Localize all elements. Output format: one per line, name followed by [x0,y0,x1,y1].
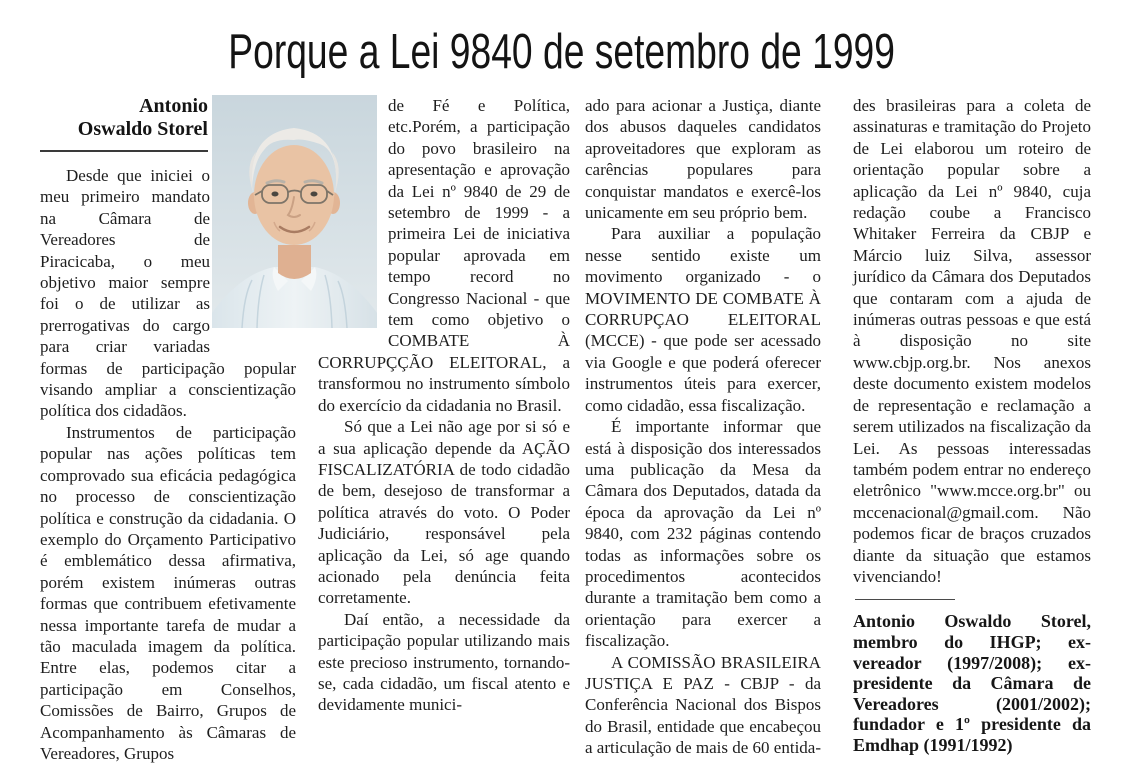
paragraph: Só que a Lei não age por si só e a sua aplicação depende da AÇÃO FISCALIZATÓRIA de todo cidadão de bem, desejoso de transformar a política através do voto. O Poder Judiciário, responsável pela aplicação da Lei, só age quando acionado pela denúncia feita corretamente. [318,417,570,608]
paragraph: Para auxiliar a população nesse sentido existe um movimento organizado - o MOVIMENTO DE COMBATE À CORRUPÇAO ELEITORAL (MCCE) - que pode ser acessado via Google e que poderá oferecer instrumentos úteis para exercer, como cidadão, essa fiscalização. [585,224,821,415]
byline-line-2: Oswaldo Storel [77,118,208,140]
byline-line-1: Antonio [139,95,208,117]
paragraph: de Fé e Política, etc.Porém, a participação do povo brasileiro na apresentação e aprovação da Lei nº 9840 de 29 de setembro de 1999 - a primeira Lei de iniciativa popular aprovada em tempo record no Congresso Nacional - que tem como objetivo o COMBATE À CORRUPÇÇÃO ELEITORAL, a transformou no instrumento símbolo do exercício da cidadania no Brasil. [318,96,570,415]
column-1 [40,95,296,764]
column-3 [585,95,821,759]
column-2 [318,95,570,716]
author-signature: Antonio Oswaldo Storel, membro do IHGP; ex-vereador (1997/2008); ex-presidente da Câmara de Vereadores (2001/2002); fundador e 1º presidente da Emdhap (1991/1992) [853,611,1091,755]
paragraph: Daí então, a necessidade da participação popular utilizando mais este precioso instrumento, tornando-se, cada cidadão, um fiscal atento e devidamente munici- [318,609,570,715]
byline [40,95,208,141]
photo-wrap-spacer [318,95,388,345]
headline-wrap [0,24,1123,80]
paragraph: Desde que iniciei o meu primeiro mandato na Câmara de Vereadores de Piracicaba, o meu objetivo maior sempre foi o de utilizar as prerrogativas do cargo para criar variadas formas de participação popular visando ampliar a conscientização política dos cidadãos. [40,166,296,421]
byline-rule [40,150,208,152]
paragraph: Instrumentos de participação popular nas ações políticas tem comprovado sua eficácia pedagógica no processo de conscientização política e construção da cidadania. O exemplo do Orçamento Participativo é emblemático dessa afirmativa, porém existem inúmeras outras formas que contribuem efetivamente nessa importante tarefa de mudar a tão maculada imagem da política. Entre elas, podemos citar a participação em Conselhos, Comissões de Bairro, Grupos de Acompanhamento às Câmaras de Vereadores, Grupos [40,422,296,763]
paragraph: des brasileiras para a coleta de assinaturas e tramitação do Projeto de Lei elaborou um roteiro de orientação popular sobre a aplicação da Lei nº 9840, cuja redação coube a Francisco Whitaker Ferreira da CBJP e Márcio luiz Silva, assessor jurídico da Câmara dos Deputados que contaram com a ajuda de inúmeras outras pessoas e que está à disposição no site www.cbjp.org.br. Nos anexos deste documento existem modelos de representação e reclamação a serem utilizados na fiscalização da Lei. As pessoas interessadas também podem entrar no endereço eletrônico "www.mcce.org.br" ou mccenacional@gmail.com. Não podemos ficar de braços cruzados diante da situação que estamos vivenciando! [853,96,1091,586]
column-4 [853,95,1091,756]
paragraph: A COMISSÃO BRASILEIRA JUSTIÇA E PAZ - CBJP - da Conferência Nacional dos Bispos do Brasil, entidade que encabeçou a articulação de mais de 60 entida- [585,652,821,758]
article-title: Porque a Lei 9840 de setembro de 1999 [228,25,895,79]
signature-rule [855,599,955,600]
column-1-flow [40,165,296,764]
paragraph: É importante informar que está à disposição dos interessados uma publicação da Mesa da Câmara dos Deputados, datada da época da aprovação da Lei nº 9840, com 232 páginas contendo todas as informações sobre os procedimentos acontecidos durante a tramitação bem como a orientação para exercer a fiscalização. [585,417,821,651]
photo-wrap-spacer [210,165,296,343]
paragraph: ado para acionar a Justiça, diante dos abusos daqueles candidatos aproveitadores que exploram as carências populares para conquistar mandatos e exercê-los unicamente em seu próprio bem. [585,96,821,223]
